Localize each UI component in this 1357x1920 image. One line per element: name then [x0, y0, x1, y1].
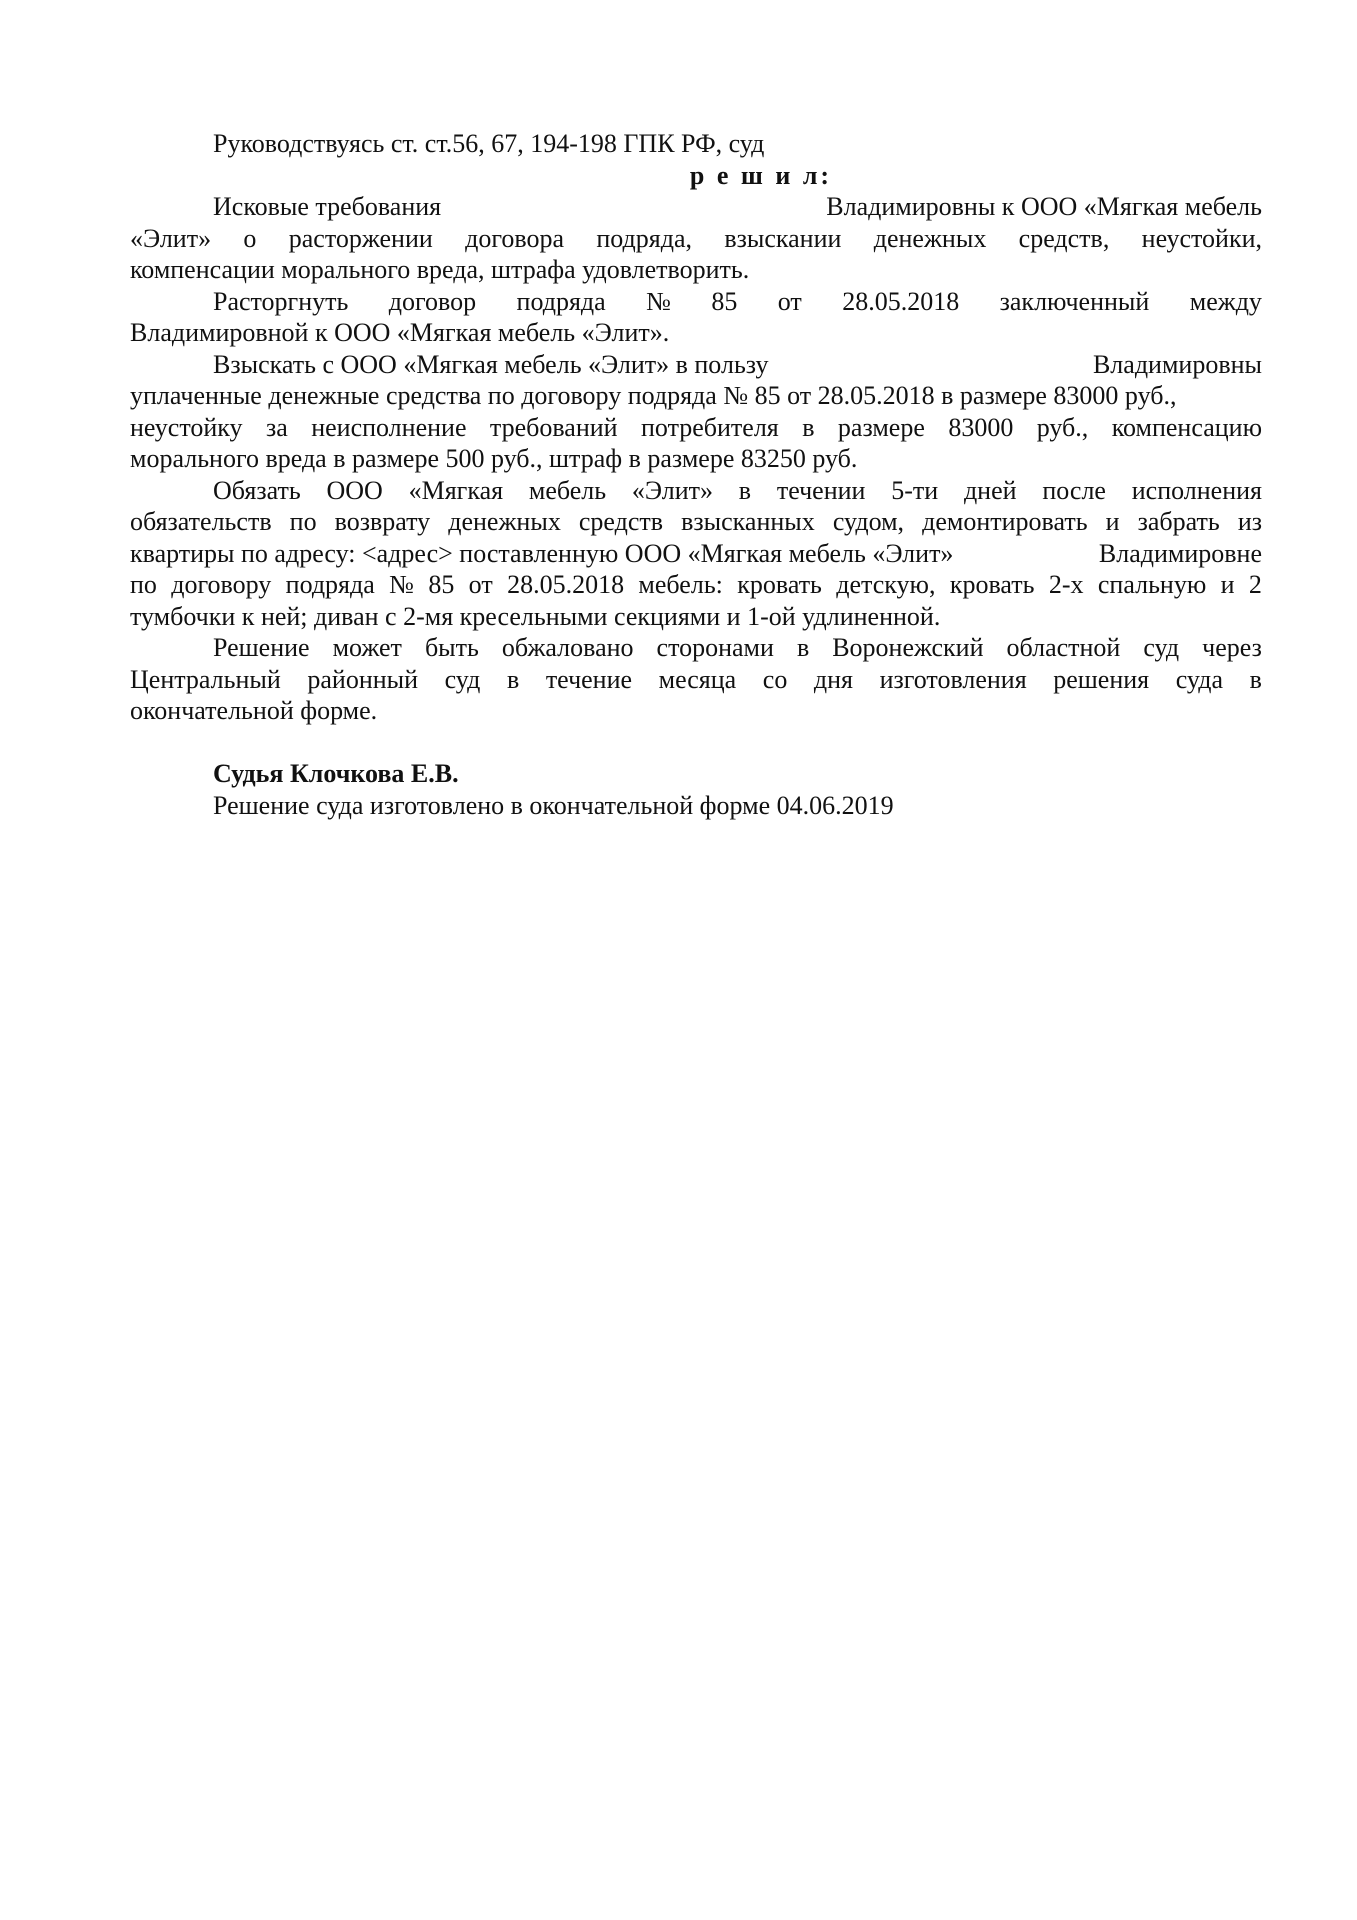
word: быть [424, 633, 479, 662]
word: средств, [1018, 223, 1110, 253]
word: «Мягкая [408, 475, 504, 505]
word: суд [1143, 633, 1180, 662]
word: судом, [832, 507, 905, 536]
word: кровать [737, 570, 822, 599]
resolved-heading: р е ш и л: [689, 160, 833, 190]
word: руб., [1036, 412, 1089, 442]
word: детскую, [836, 570, 936, 599]
word: решения [1053, 664, 1150, 694]
recover-line-2: уплаченные денежные средства по договору подряда № 85 от 28.05.2018 в размере 83000 руб., [130, 381, 1177, 410]
word: 5-ти [891, 475, 939, 505]
appeal-line-1 [130, 632, 1262, 664]
word: через [1202, 633, 1262, 662]
word: подряда, [596, 223, 692, 253]
word: 28.05.2018 [507, 570, 625, 599]
oblige-line-3 [130, 538, 1262, 570]
word: обязательств [130, 507, 272, 536]
word: между [1189, 286, 1262, 316]
word: «Элит» [130, 223, 212, 253]
word: взысканных [681, 507, 815, 536]
recover-line-3 [130, 412, 1262, 444]
oblige-line-2 [130, 506, 1262, 538]
word: подряда [285, 570, 375, 599]
word: заключенный [999, 286, 1150, 316]
oblige-line-4 [130, 569, 1262, 601]
word: взыскании [724, 223, 842, 253]
word: суд [444, 664, 481, 694]
recover-line-4: морального вреда в размере 500 руб., штраф в размере 83250 руб. [130, 444, 858, 473]
claims-line-1-right: Владимировны к ООО «Мягкая мебель [826, 192, 1262, 221]
word: компенсацию [1111, 412, 1262, 442]
word: забрать [1137, 507, 1220, 536]
word: договору [171, 570, 272, 599]
word: возврату [334, 507, 431, 536]
word: дней [963, 475, 1017, 505]
word: 85 [711, 286, 738, 316]
word: из [1237, 507, 1262, 536]
word: после [1042, 475, 1106, 505]
recover-line-1-left: Взыскать с ООО «Мягкая мебель «Элит» в пользу [213, 349, 769, 379]
word: Решение [213, 633, 310, 662]
word: в [738, 475, 752, 505]
word: суда [1175, 664, 1224, 694]
claims-line-1 [130, 191, 1262, 223]
word: со [762, 664, 788, 694]
word: № [389, 570, 414, 599]
word: за [265, 412, 288, 442]
word: областной [1006, 633, 1121, 662]
word: 83000 [948, 412, 1014, 442]
final-form-note: Решение суда изготовлено в окончательной форме 04.06.2019 [213, 790, 894, 820]
word: размере [837, 412, 925, 442]
word: неустойки, [1141, 223, 1262, 253]
word: договора [465, 223, 565, 253]
word: Расторгнуть [213, 286, 349, 316]
terminate-line-2: Владимировной к ООО «Мягкая мебель «Элит». [130, 318, 670, 347]
recover-line-1 [130, 349, 1262, 381]
document-body [130, 128, 1262, 821]
word: по [289, 507, 317, 536]
word: мебель: [638, 570, 723, 599]
word: потребителя [641, 412, 779, 442]
word: Обязать [213, 475, 301, 505]
word: договор [388, 286, 477, 316]
word: в [1249, 664, 1262, 694]
recover-line-1-right: Владимировны [1092, 349, 1262, 379]
word: Центральный [130, 664, 281, 694]
word: демонтировать [922, 507, 1088, 536]
word: требований [489, 412, 618, 442]
word: районный [307, 664, 419, 694]
word: сторонами [656, 633, 774, 662]
word: от [468, 570, 493, 599]
word: расторжении [288, 223, 433, 253]
terminate-line-1 [130, 286, 1262, 318]
word: и [1105, 507, 1120, 536]
word: в [506, 664, 520, 694]
claims-line-2 [130, 223, 1262, 255]
judge-signature: Судья Клочкова Е.В. [213, 759, 459, 788]
word: может [332, 633, 402, 662]
spacer [130, 727, 1262, 759]
appeal-line-2 [130, 664, 1262, 696]
word: в [796, 633, 810, 662]
oblige-line-3-right: Владимировне [1098, 538, 1262, 568]
word: Воронежский [832, 633, 984, 662]
word: денежных [448, 507, 561, 536]
word: неисполнение [311, 412, 467, 442]
word: течении [776, 475, 866, 505]
word: 2 [1248, 570, 1262, 599]
oblige-line-1 [130, 475, 1262, 507]
word: спальную [1097, 570, 1207, 599]
word: изготовления [879, 664, 1027, 694]
word: денежных [873, 223, 987, 253]
word: кровать [949, 570, 1035, 599]
word: обжаловано [501, 633, 634, 662]
word: в [802, 412, 815, 442]
intro-line: Руководствуясь ст. ст.56, 67, 194-198 ГПК РФ, суд [213, 129, 765, 158]
word: по [130, 570, 157, 599]
word: 2-х [1048, 570, 1084, 599]
claims-line-1-left: Исковые требования [213, 192, 442, 221]
appeal-line-3: окончательной форме. [130, 696, 378, 725]
word: течение [545, 664, 633, 694]
word: средств [578, 507, 664, 536]
word: 85 [428, 570, 455, 599]
word: о [243, 223, 257, 253]
word: дня [813, 664, 853, 694]
word: от [777, 286, 802, 316]
word: «Элит» [631, 475, 713, 505]
oblige-line-5: тумбочки к ней; диван с 2-мя кресельными секциями и 1-ой удлиненной. [130, 601, 941, 631]
word: месяца [658, 664, 737, 694]
word: 28.05.2018 [842, 286, 960, 316]
word: ООО [326, 475, 383, 505]
word: № [646, 286, 671, 316]
claims-line-3: компенсации морального вреда, штрафа удовлетворить. [130, 255, 750, 284]
oblige-line-3-left: квартиры по адресу: <адрес> поставленную ООО «Мягкая мебель «Элит» [130, 538, 954, 568]
word: и [1220, 570, 1235, 599]
word: подряда [516, 286, 606, 316]
word: неустойку [130, 412, 243, 442]
word: мебель [528, 475, 607, 505]
word: исполнения [1131, 475, 1262, 505]
